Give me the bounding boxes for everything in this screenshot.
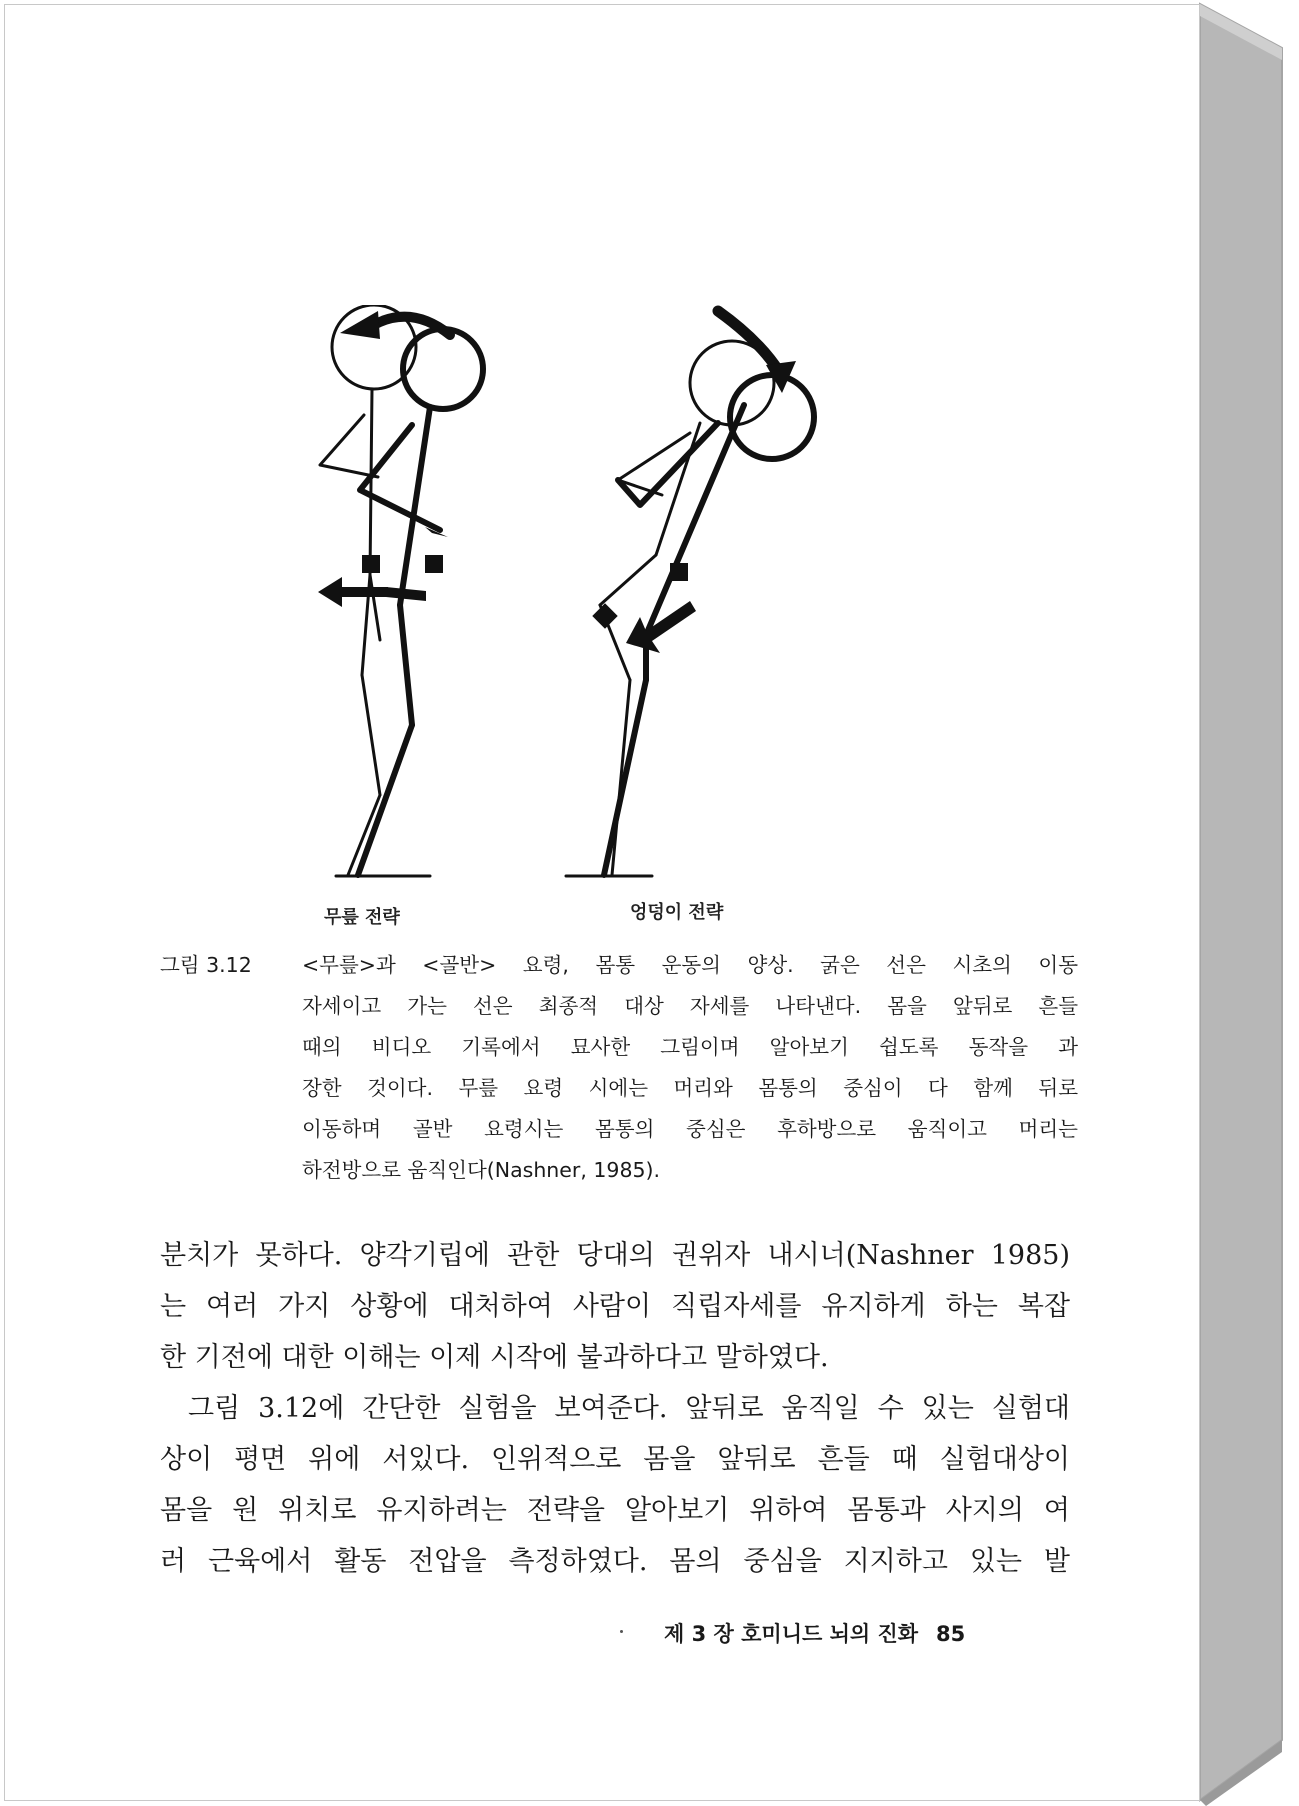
body-line: 그림 3.12에 간단한 실험을 보여준다. 앞뒤로 움직일 수 있는 실험대 (188, 1393, 1070, 1424)
chapter-title: 제 3 장 호미니드 뇌의 진화 (664, 1622, 919, 1646)
body-line: 상이 평면 위에 서있다. 인위적으로 몸을 앞뒤로 흔들 때 실험대상이 (160, 1444, 1070, 1475)
caption-line: <무릎>과 <골반> 요령, 몸통 운동의 양상. 굵은 선은 시초의 이동 (302, 953, 1078, 977)
body-line: 몸을 원 위치로 유지하려는 전략을 알아보기 위하여 몸통과 사지의 여 (160, 1495, 1070, 1526)
posture-figure (300, 305, 900, 928)
page-number: 85 (936, 1622, 966, 1646)
caption-line: 자세이고 가는 선은 최종적 대상 자세를 나타낸다. 몸을 앞뒤로 흔들 (302, 994, 1078, 1018)
knee-strategy-label: 무릎 전략 (324, 907, 400, 928)
caption-line: 하전방으로 움직인다(Nashner, 1985). (302, 1158, 661, 1182)
caption-number: 그림 3.12 (160, 953, 252, 977)
body-text (160, 1230, 1070, 1587)
caption-line: 장한 것이다. 무릎 요령 시에는 머리와 몸통의 중심이 다 함께 뒤로 (302, 1076, 1078, 1100)
knee-strategy-drawing (300, 305, 900, 885)
caption-body (302, 945, 1078, 1191)
body-line: 한 기전에 대한 이해는 이제 시작에 불과하다고 말하였다. (160, 1342, 829, 1373)
caption-line: 이동하며 골반 요령시는 몸통의 중심은 후하방으로 움직이고 머리는 (302, 1117, 1078, 1141)
body-line: 는 여러 가지 상황에 대처하여 사람이 직립자세를 유지하게 하는 복잡 (160, 1291, 1070, 1322)
body-line: 분치가 못하다. 양각기립에 관한 당대의 권위자 내시너(Nashner 1985) (160, 1240, 1070, 1271)
stray-dot (620, 1630, 623, 1633)
caption-line: 때의 비디오 기록에서 묘사한 그림이며 알아보기 쉽도록 동작을 과 (302, 1035, 1078, 1059)
page-footer (664, 1618, 965, 1648)
hip-strategy-label: 엉덩이 전략 (630, 902, 724, 923)
body-line: 러 근육에서 활동 전압을 측정하였다. 몸의 중심을 지지하고 있는 발 (160, 1546, 1070, 1577)
